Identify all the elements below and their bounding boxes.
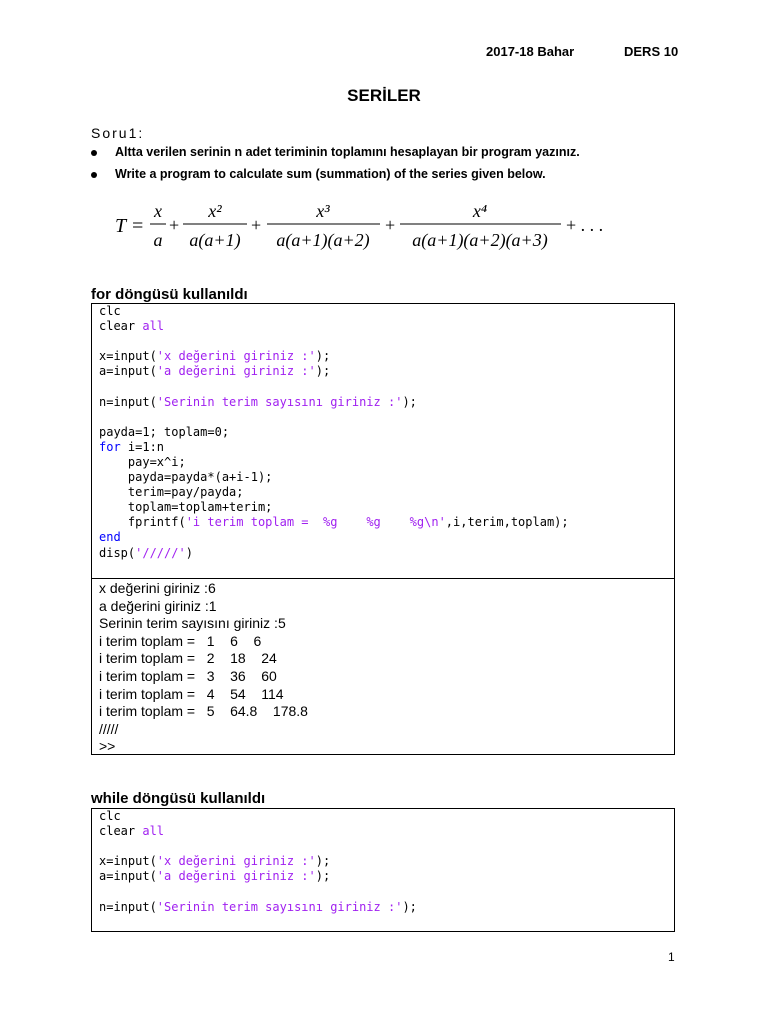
code-listing xyxy=(99,304,674,561)
code-listing xyxy=(99,809,674,915)
code-line xyxy=(99,304,674,319)
formula-lhs: T = xyxy=(115,215,145,237)
output-line: i terim toplam = 1 6 6 xyxy=(99,632,262,649)
code-line xyxy=(99,884,674,899)
for-loop-heading: for döngüsü kullanıldı xyxy=(91,286,248,303)
output-line: i terim toplam = 4 54 114 xyxy=(99,685,284,702)
code-string: 'a değerini giriniz :' xyxy=(156,364,316,379)
code-string: 'Serinin terim sayısını giriniz :' xyxy=(156,899,403,914)
code-string: all xyxy=(142,319,165,334)
code-text: clear xyxy=(99,824,143,839)
code-line xyxy=(99,425,674,440)
formula-ellipsis: + . . . xyxy=(566,215,604,235)
output-line: Serinin terim sayısını giriniz :5 xyxy=(99,615,286,632)
code-text: toplam=toplam+terim; xyxy=(99,500,273,515)
plus-sign: + xyxy=(251,215,262,235)
code-line xyxy=(99,349,674,364)
code-line xyxy=(99,869,674,884)
for-loop-output-block xyxy=(91,578,675,755)
code-text: payda=payda*(a+i-1); xyxy=(99,470,273,485)
code-text: ); xyxy=(315,869,331,884)
formula-term1-numerator: x xyxy=(154,201,162,221)
bullet-icon xyxy=(91,150,97,156)
code-text: fprintf( xyxy=(99,515,186,530)
while-loop-code-block xyxy=(91,808,675,932)
code-text: n=input( xyxy=(99,394,157,409)
code-line xyxy=(99,455,674,470)
code-text: ) xyxy=(185,545,193,560)
code-line xyxy=(99,530,674,545)
code-line xyxy=(99,395,674,410)
code-text: ); xyxy=(315,349,331,364)
output-line: >> xyxy=(99,738,116,755)
for-loop-code-block xyxy=(91,303,675,579)
code-text: clc xyxy=(99,304,121,318)
code-line xyxy=(99,334,674,349)
code-text: disp( xyxy=(99,545,136,560)
formula-term4-numerator: x⁴ xyxy=(472,201,488,221)
code-keyword: end xyxy=(99,530,121,545)
code-keyword: for xyxy=(99,439,121,454)
code-line xyxy=(99,546,674,561)
header-lesson: DERS 10 xyxy=(624,44,679,59)
code-line xyxy=(99,809,674,824)
code-line xyxy=(99,410,674,425)
code-line xyxy=(99,500,674,515)
output-line: i terim toplam = 5 64.8 178.8 xyxy=(99,703,308,720)
code-text: x=input( xyxy=(99,349,157,364)
code-text: pay=x^i; xyxy=(99,454,186,469)
code-line xyxy=(99,900,674,915)
bullet-icon xyxy=(91,172,97,178)
list-item xyxy=(91,145,691,167)
code-line xyxy=(99,364,674,379)
header-term: 2017-18 Bahar xyxy=(486,44,575,59)
output-line: i terim toplam = 3 36 60 xyxy=(99,667,277,684)
formula-term2-numerator: x² xyxy=(208,201,222,221)
instruction-text-en: Write a program to calculate sum (summation) of the series given below. xyxy=(115,167,546,181)
code-string: '/////' xyxy=(135,545,186,560)
formula-term3-numerator: x³ xyxy=(316,201,330,221)
code-text: ); xyxy=(402,899,417,914)
code-text: n=input( xyxy=(99,899,157,914)
code-string: all xyxy=(142,824,165,839)
code-line xyxy=(99,485,674,500)
code-line xyxy=(99,319,674,334)
output-line: i terim toplam = 2 18 24 xyxy=(99,650,277,667)
instruction-text-tr: Altta verilen serinin n adet teriminin toplamını hesaplayan bir program yazınız. xyxy=(115,145,580,159)
code-text: a=input( xyxy=(99,364,157,379)
code-line xyxy=(99,824,674,839)
plus-sign: + xyxy=(169,215,180,235)
code-text: a=input( xyxy=(99,869,157,884)
instruction-list xyxy=(91,145,691,189)
code-text: clear xyxy=(99,319,143,334)
output-line: ///// xyxy=(99,720,119,737)
list-item xyxy=(91,167,691,189)
code-string: 'a değerini giriniz :' xyxy=(156,869,316,884)
code-text: ); xyxy=(315,854,331,869)
code-line xyxy=(99,839,674,854)
output-line: a değerini giriniz :1 xyxy=(99,597,217,614)
series-formula xyxy=(115,195,625,253)
page-number: 1 xyxy=(668,950,675,964)
code-string: 'i terim toplam = %g %g %g\n' xyxy=(185,515,446,530)
while-loop-heading: while döngüsü kullanıldı xyxy=(91,790,266,807)
code-text: ,i,terim,toplam); xyxy=(445,515,569,530)
code-text: terim=pay/payda; xyxy=(99,485,244,500)
code-line xyxy=(99,515,674,530)
code-string: 'x değerini giriniz :' xyxy=(156,854,316,869)
code-text: x=input( xyxy=(99,854,157,869)
code-text: ); xyxy=(315,364,331,379)
question-label: Soru1: xyxy=(91,125,145,141)
code-text: clc xyxy=(99,809,121,823)
formula-term1-denominator: a xyxy=(153,230,163,250)
page-title: SERİLER xyxy=(347,86,421,105)
code-line xyxy=(99,470,674,485)
output-line: x değerini giriniz :6 xyxy=(99,580,216,596)
code-text: i=1:n xyxy=(120,439,165,454)
code-line xyxy=(99,854,674,869)
plus-sign: + xyxy=(385,215,396,235)
formula-term4-denominator: a(a+1)(a+2)(a+3) xyxy=(412,230,548,250)
code-line xyxy=(99,379,674,394)
code-text: ); xyxy=(402,394,417,409)
code-text: payda=1; toplam=0; xyxy=(99,424,230,439)
formula-term2-denominator: a(a+1) xyxy=(189,230,241,250)
code-line xyxy=(99,440,674,455)
code-string: 'Serinin terim sayısını giriniz :' xyxy=(156,394,403,409)
formula-term3-denominator: a(a+1)(a+2) xyxy=(276,230,370,250)
code-string: 'x değerini giriniz :' xyxy=(156,349,316,364)
